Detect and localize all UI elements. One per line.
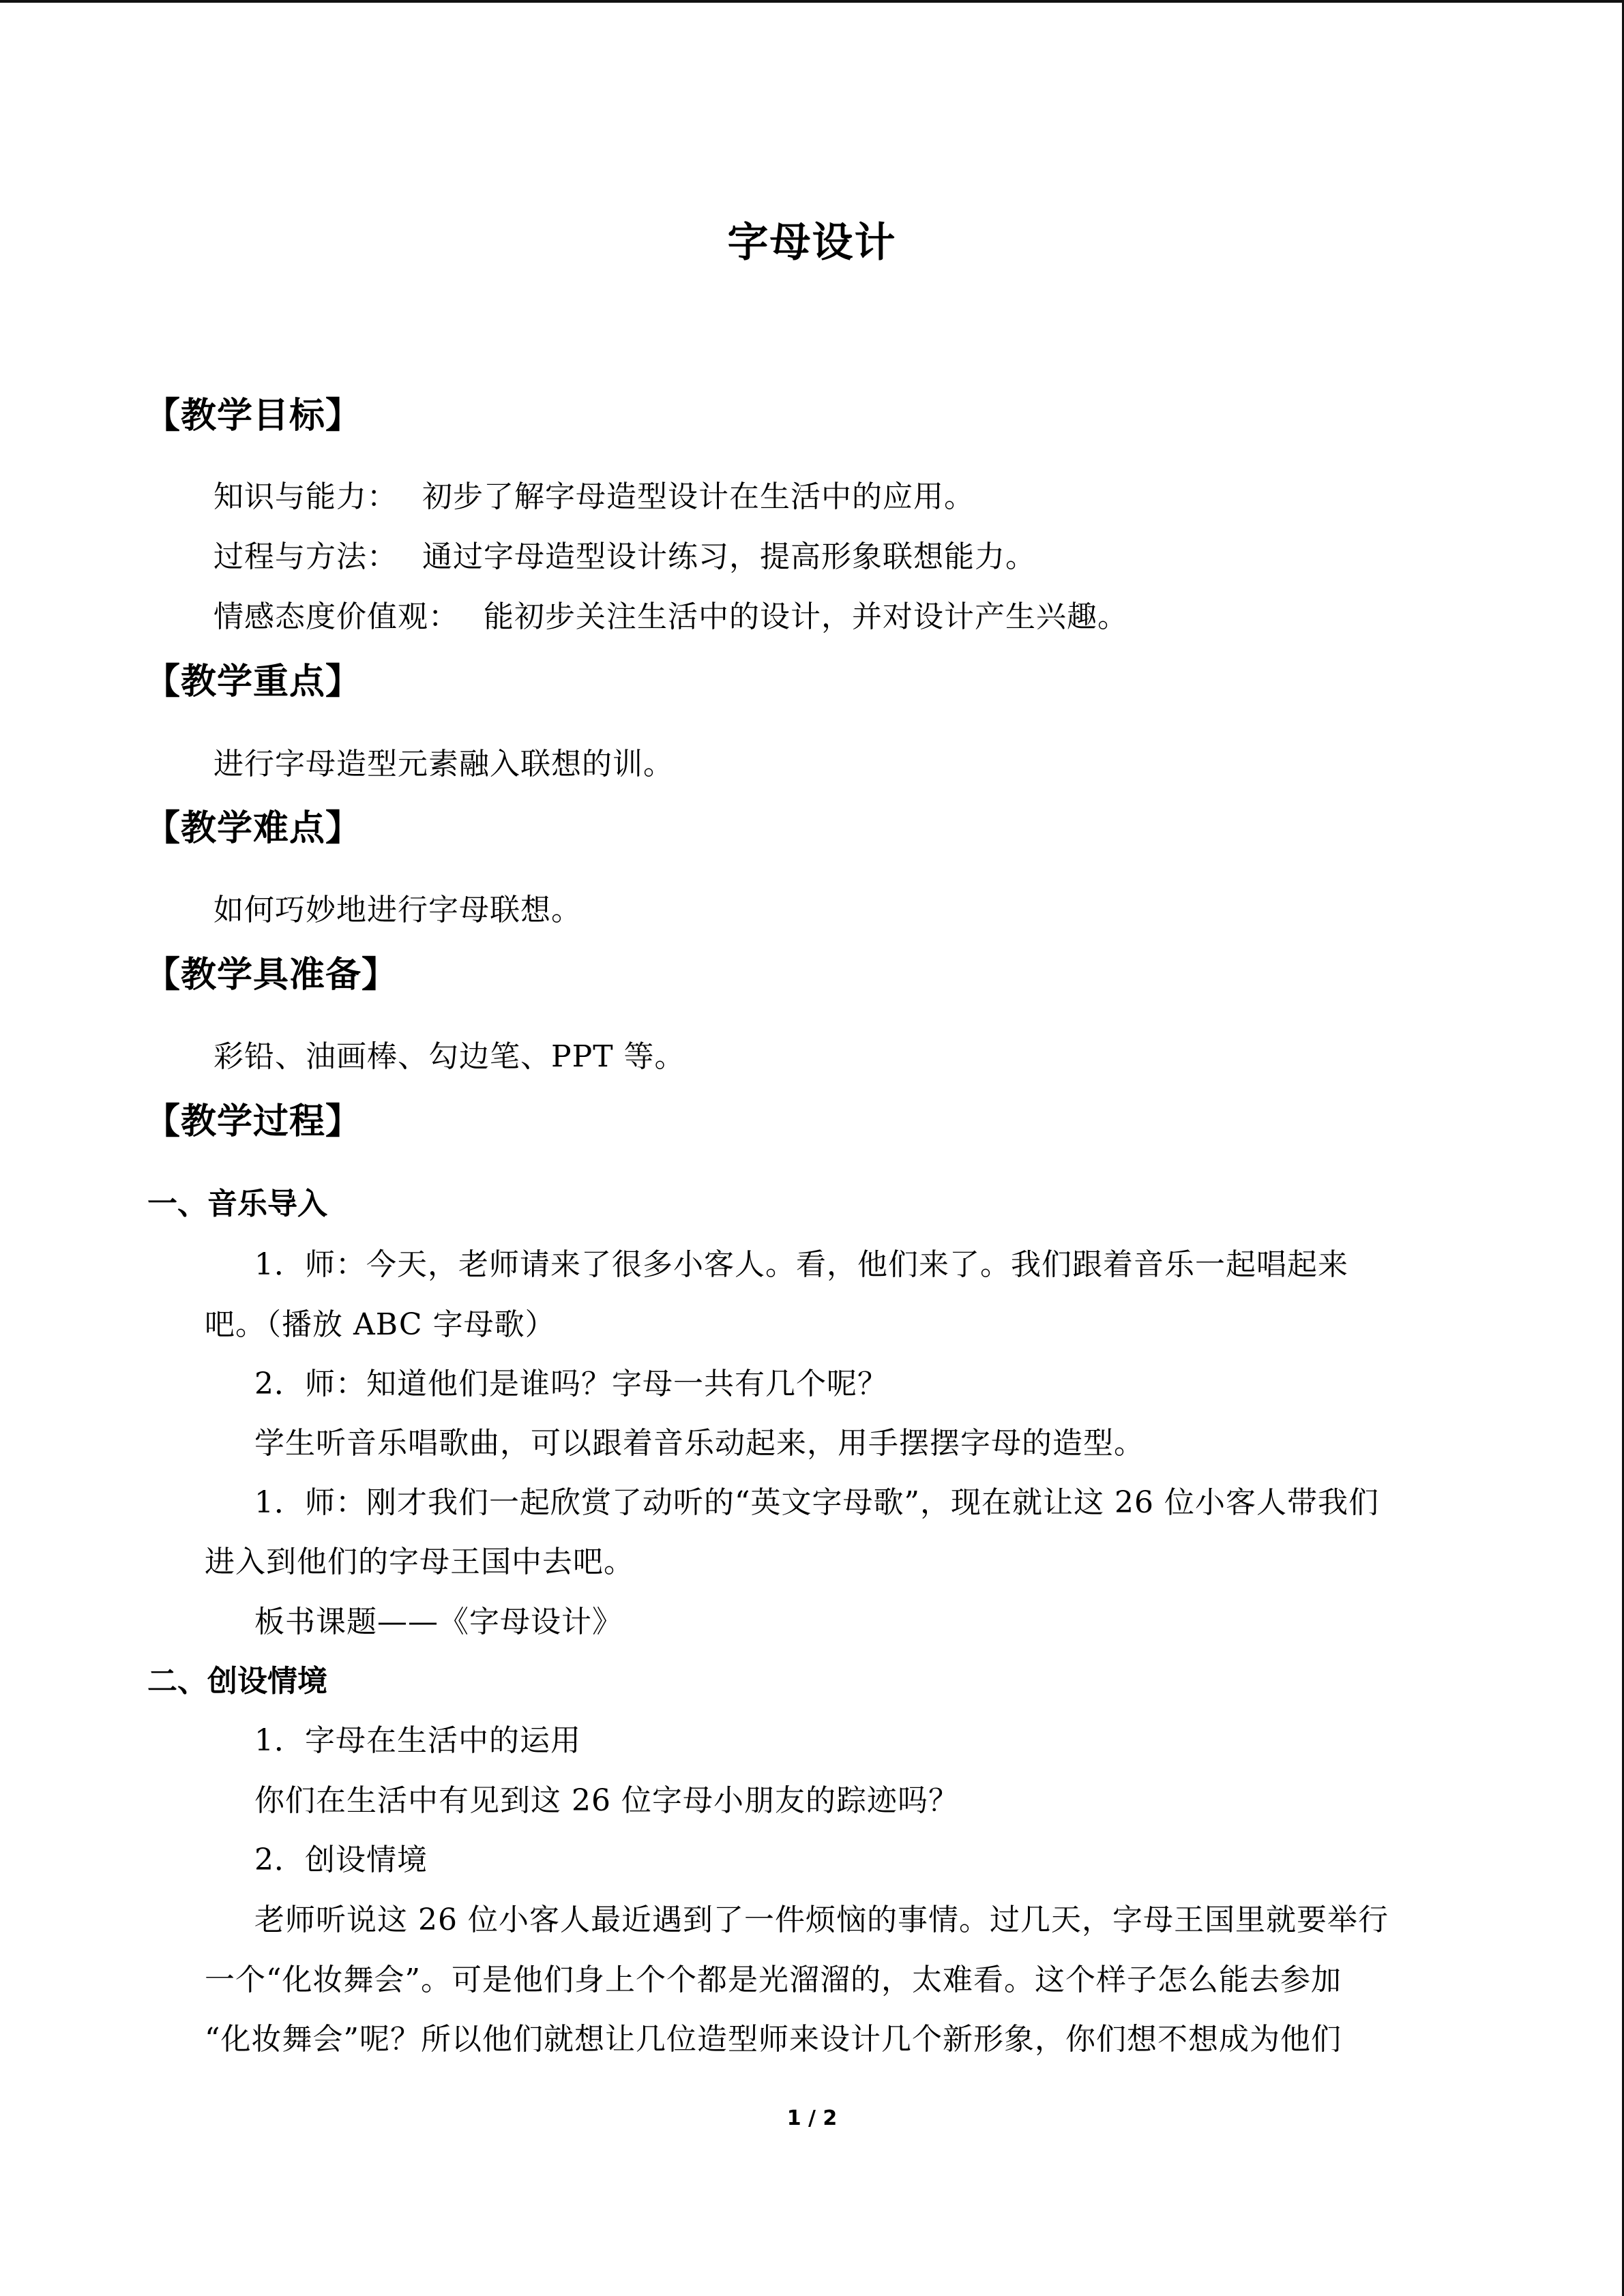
heading-teaching-process: 【教学过程】 <box>145 1101 362 1142</box>
process-line: 学生听音乐唱歌曲，可以跟着音乐动起来，用手摆摆字母的造型。 <box>254 1426 1145 1461</box>
objective-text: 通过字母造型设计练习，提高形象联想能力。 <box>422 539 1036 574</box>
process-line: 吧。（播放 ABC 字母歌） <box>205 1307 556 1342</box>
process-line: 1．师：今天，老师请来了很多小客人。看，他们来了。我们跟着音乐一起唱起来 <box>254 1247 1348 1282</box>
objective-attitude <box>213 599 1128 634</box>
difficulties-text: 如何巧妙地进行字母联想。 <box>213 893 582 927</box>
objective-label: 知识与能力： <box>213 479 398 514</box>
heading-key-points: 【教学重点】 <box>145 661 362 702</box>
process-line: 板书课题——《字母设计》 <box>254 1605 623 1639</box>
process-line: 你们在生活中有见到这 26 位字母小朋友的踪迹吗？ <box>254 1783 959 1818</box>
process-line: 一个“化妆舞会”。可是他们身上个个都是光溜溜的，太难看。这个样子怎么能去参加 <box>205 1963 1342 1997</box>
process-line: 1．师：刚才我们一起欣赏了动听的“英文字母歌”，现在就让这 26 位小客人带我们 <box>254 1485 1379 1520</box>
process-line: 1．字母在生活中的运用 <box>254 1723 581 1758</box>
objective-label: 过程与方法： <box>213 539 398 574</box>
process-line: “化妆舞会”呢？所以他们就想让几位造型师来设计几个新形象，你们想不想成为他们 <box>205 2022 1342 2057</box>
process-line: 进入到他们的字母王国中去吧。 <box>205 1545 634 1579</box>
heading-teaching-objectives: 【教学目标】 <box>145 396 362 436</box>
materials-text: 彩铅、油画棒、勾边笔、PPT 等。 <box>213 1039 685 1074</box>
heading-materials: 【教学具准备】 <box>145 955 398 996</box>
section-title-create-scenario: 二、创设情境 <box>147 1664 327 1699</box>
key-points-text: 进行字母造型元素融入联想的训。 <box>213 747 674 781</box>
objective-knowledge <box>213 479 975 514</box>
process-line: 2．创设情境 <box>254 1843 428 1877</box>
objective-label: 情感态度价值观： <box>213 599 459 634</box>
objective-text: 初步了解字母造型设计在生活中的应用。 <box>422 479 975 514</box>
process-line: 老师听说这 26 位小客人最近遇到了一件烦恼的事情。过几天，字母王国里就要举行 <box>254 1903 1389 1937</box>
section-title-music-intro: 一、音乐导入 <box>147 1187 327 1221</box>
objective-text: 能初步关注生活中的设计，并对设计产生兴趣。 <box>484 599 1128 634</box>
document-title: 字母设计 <box>727 219 897 267</box>
heading-difficulties: 【教学难点】 <box>145 808 362 849</box>
objective-process <box>213 539 1036 574</box>
page-number: 1 / 2 <box>786 2106 838 2130</box>
process-line: 2．师：知道他们是谁吗？字母一共有几个呢？ <box>254 1367 888 1401</box>
